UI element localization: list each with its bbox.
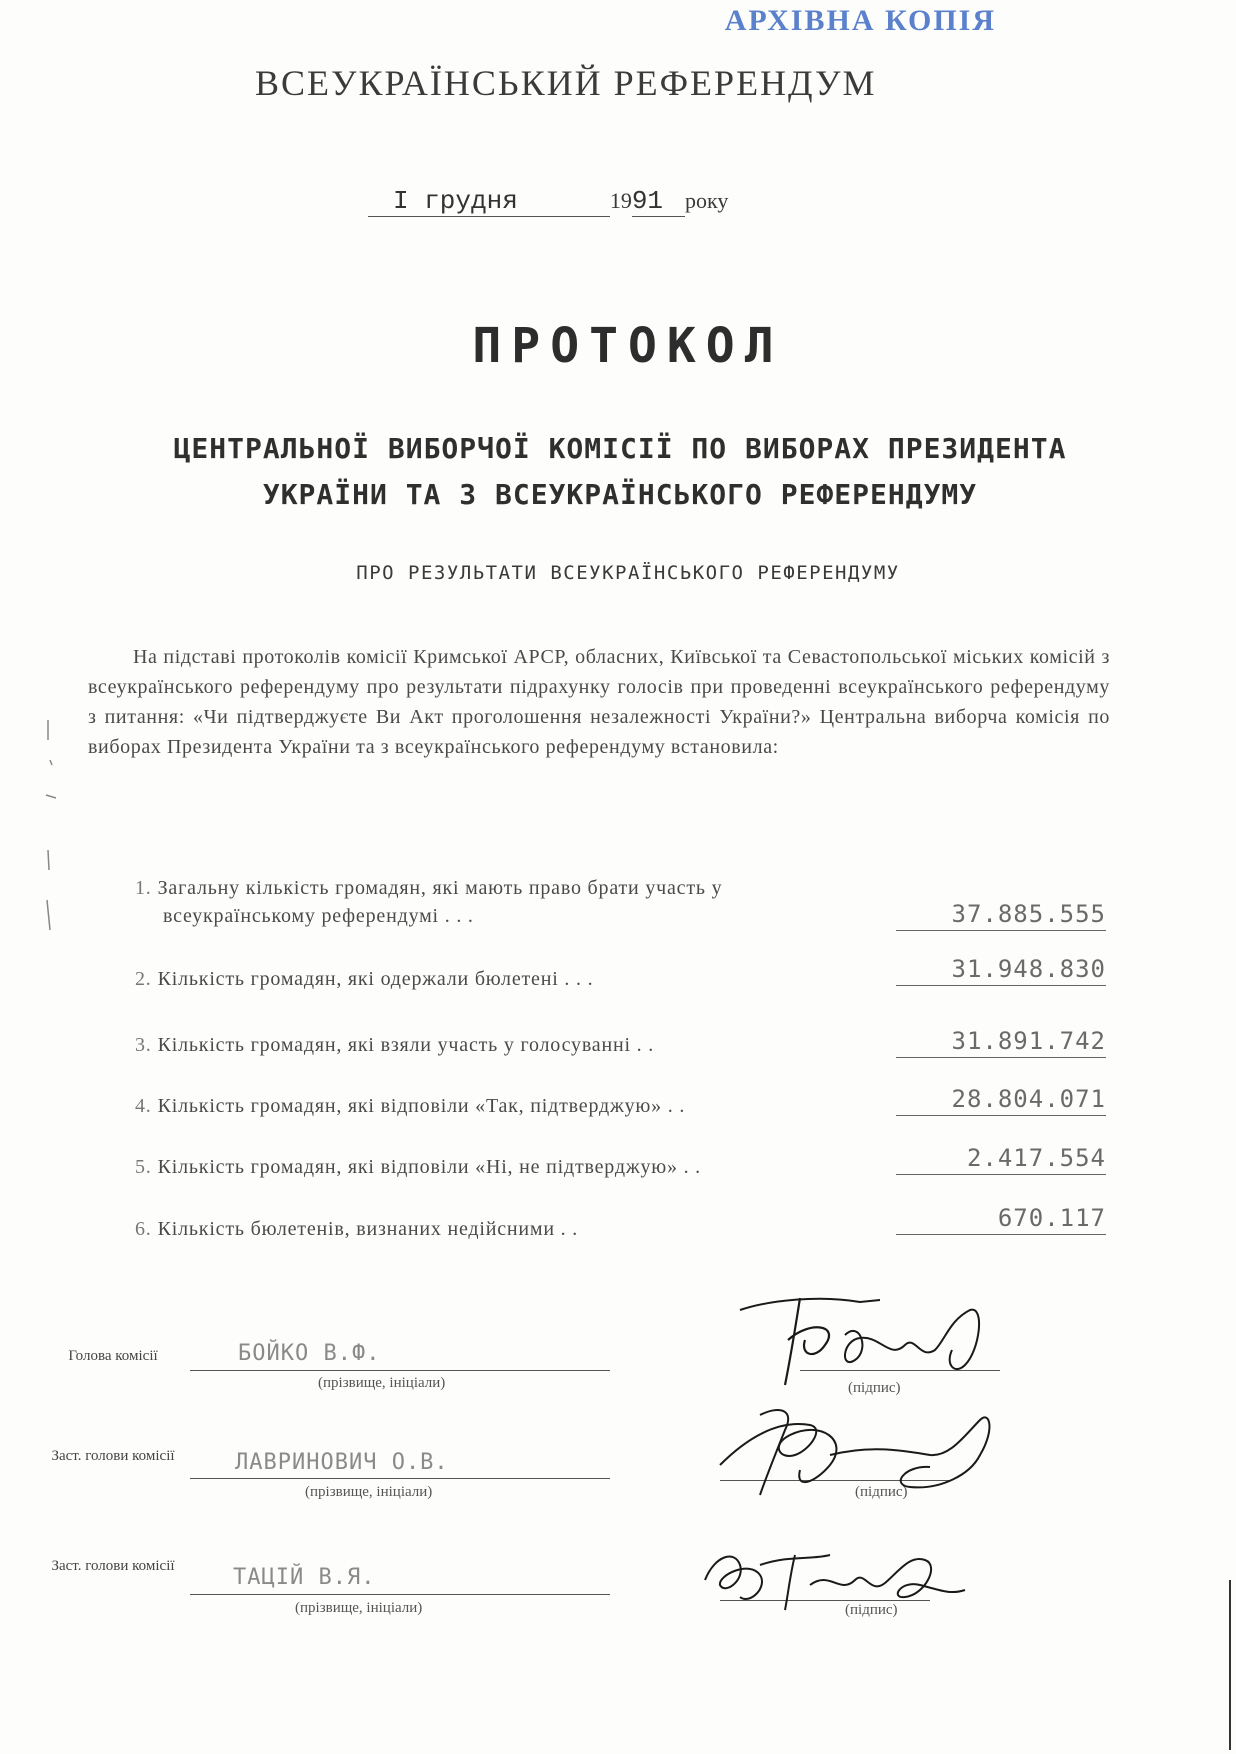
referendum-title: ВСЕУКРАЇНСЬКИЙ РЕФЕРЕНДУМ [255,63,877,103]
result-item-1 [135,877,722,900]
scan-edge-marks [38,700,68,980]
item-number: 1. [135,877,152,899]
result-item-5 [135,1156,701,1179]
archive-copy-stamp: АРХІВНА КОПІЯ [724,4,996,37]
result-item-2 [135,968,593,991]
handwritten-signature-3 [690,1525,980,1620]
date-year-suffix: 91 [631,186,664,216]
sign-caption-3: (підпис) [845,1602,898,1618]
result-value-4: 28.804.071 [896,1085,1106,1116]
signer-name-1: БОЙКО В.Ф. [238,1341,381,1366]
name-line-3 [190,1594,610,1595]
result-item-4 [135,1095,685,1118]
name-caption-3: (прізвище, ініціали) [295,1600,423,1616]
result-value-5: 2.417.554 [896,1144,1106,1175]
document-title: ПРОТОКОЛ [472,318,784,374]
signature-role-3: Заст. голови комісії [51,1558,175,1574]
item-number: 6. [135,1218,152,1240]
item-number: 4. [135,1095,152,1117]
sign-caption-1: (підпис) [848,1380,901,1396]
intro-paragraph: На підставі протоколів комісії Кримської АРСР, обласних, Київської та Севастопольської міських комісій з всеукраїнського референдуму про результати підрахунку голосів при проведенні всеукраїнського референдуму з питання: «Чи підтверджуєте Ви Акт проголошення незалежності України?» Центральна виборча комісія по виборах Президента України та з всеукраїнського референдуму встановила: [88,646,1110,758]
signer-name-3: ТАЦІЙ В.Я. [233,1565,376,1590]
commission-line-1: ЦЕНТРАЛЬНОЇ ВИБОРЧОЇ КОМІСІЇ ПО ВИБОРАХ ПРЕЗИДЕНТА [173,432,1067,465]
signer-name-2: ЛАВРИНОВИЧ О.В. [235,1450,449,1475]
result-value-1: 37.885.555 [896,900,1106,931]
date-day-month: I грудня [393,186,518,216]
item-label-cont: всеукраїнському референдумі . . . [163,905,474,927]
name-caption-2: (прізвище, ініціали) [305,1484,433,1500]
item-label: Кількість бюлетенів, визнаних недійсними . . [157,1218,579,1240]
commission-title [40,426,1200,518]
item-label: Кількість громадян, які взяли участь у голосуванні . . [157,1034,655,1056]
date-line [368,186,728,217]
commission-line-2: УКРАЇНИ ТА З ВСЕУКРАЇНСЬКОГО РЕФЕРЕНДУМУ [262,478,978,511]
page-edge-line [1226,1580,1234,1750]
item-number: 2. [135,968,152,990]
item-number: 5. [135,1156,152,1178]
document-subtitle: ПРО РЕЗУЛЬТАТИ ВСЕУКРАЇНСЬКОГО РЕФЕРЕНДУМУ [356,562,900,584]
item-label: Кількість громадян, які відповіли «Ні, не підтверджую» . . [157,1156,701,1178]
name-caption-1: (прізвище, ініціали) [318,1375,446,1391]
result-item-6 [135,1218,578,1241]
sign-caption-2: (підпис) [855,1484,908,1500]
date-word: року [685,188,729,213]
result-value-3: 31.891.742 [896,1027,1106,1058]
name-line-2 [190,1478,610,1479]
item-label: Кількість громадян, які одержали бюлетені . . . [157,968,594,990]
result-item-1-cont [163,905,474,928]
date-year-prefix: 19 [609,188,632,213]
item-label: Загальну кількість громадян, які мають право брати участь у [157,877,723,899]
name-line-1 [190,1370,610,1371]
signature-role-2: Заст. голови комісії [51,1448,175,1464]
handwritten-signature-2 [700,1395,1030,1505]
result-item-3 [135,1034,654,1057]
result-value-6: 670.117 [896,1204,1106,1235]
result-value-2: 31.948.830 [896,955,1106,986]
signature-role-1: Голова комісії [68,1348,158,1364]
handwritten-signature-1 [730,1280,1030,1400]
item-number: 3. [135,1034,152,1056]
item-label: Кількість громадян, які відповіли «Так, підтверджую» . . [157,1095,686,1117]
